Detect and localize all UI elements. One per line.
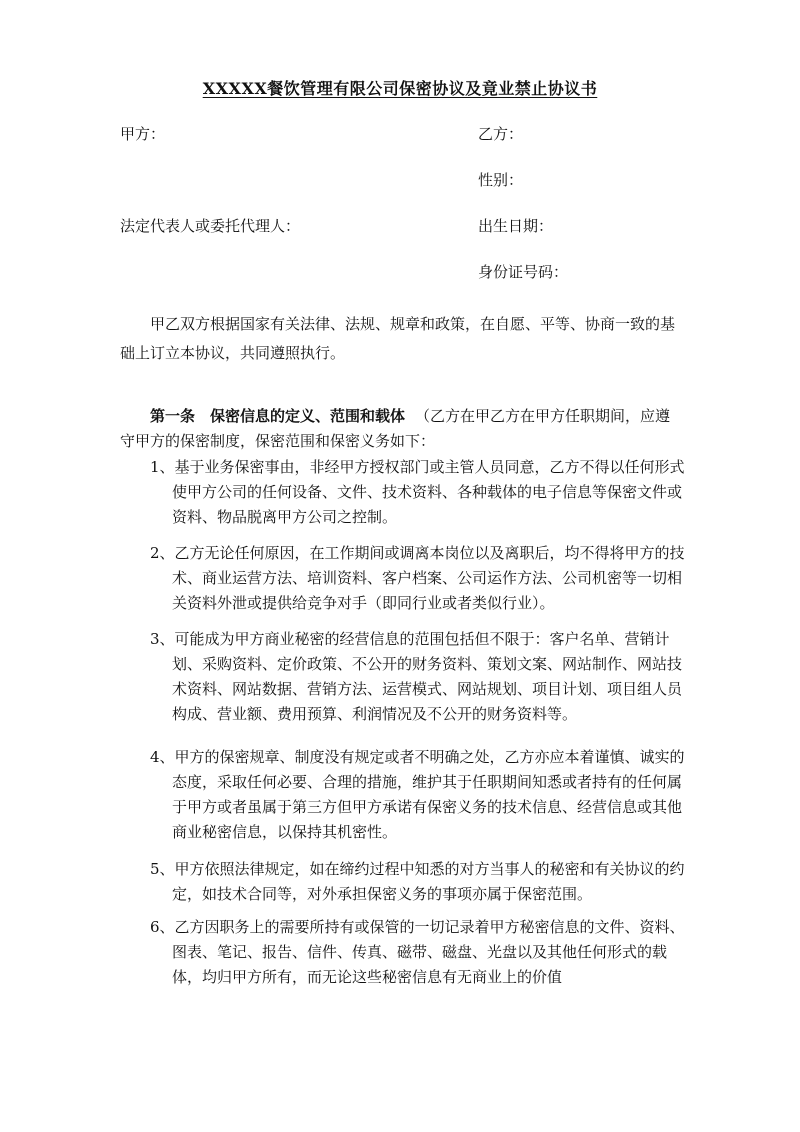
list-item-4: 4、甲方的保密规章、制度没有规定或者不明确之处，乙方亦应本着谨慎、诚实的态度，采取任何必要、合理的措施，维护其于任职期间知悉或者持有的任何属于甲方或者虽属于第三方但甲方承诺有保密义务的技术信息、经营信息或其他商业秘密信息，以保持其机密性。 [150, 748, 685, 841]
list-item-6: 6、乙方因职务上的需要所持有或保管的一切记录着甲方秘密信息的文件、资料、图表、笔记、报告、信件、传真、磁带、磁盘、光盘以及其他任何形式的载体，均归甲方所有，而无论这些秘密信息有无商业上的价值 [150, 918, 685, 986]
list-item-1: 1、基于业务保密事由，非经甲方授权部门或主管人员同意，乙方不得以任何形式使甲方公司的任何设备、文件、技术资料、各种载体的电子信息等保密文件或资料、物品脱离甲方公司之控制。 [150, 458, 685, 526]
party-b-label: 乙方： [478, 125, 524, 143]
document-title: XXXXX餐饮管理有限公司保密协议及竟业禁止协议书 [202, 79, 598, 98]
list-item-2: 2、乙方无论任何原因，在工作期间或调离本岗位以及离职后，均不得将甲方的技术、商业运营方法、培训资料、客户档案、公司运作方法、公司机密等一切相关资料外泄或提供给竞争对手（即同行业或者类似行业）。 [150, 544, 685, 612]
article-1-paragraph [120, 404, 680, 454]
id-number-label: 身份证号码： [478, 263, 569, 281]
article-1-heading: 第一条 保密信息的定义、范围和载体 [150, 407, 406, 425]
gender-label: 性别： [478, 171, 524, 189]
birthdate-label: 出生日期： [478, 217, 554, 235]
list-item-3: 3、可能成为甲方商业秘密的经营信息的范围包括但不限于：客户名单、营销计划、采购资料、定价政策、不公开的财务资料、策划文案、网站制作、网站技术资料、网站数据、营销方法、运营模式、网站规划、项目计划、项目组人员构成、营业额、费用预算、利润情况及不公开的财务资料等。 [150, 630, 683, 723]
party-a-label: 甲方： [120, 125, 166, 143]
article-1-text: （乙方在甲乙方在甲方任职期间，应遵守甲方的保密制度，保密范围和保密义务如下： [120, 407, 671, 450]
legal-rep-label: 法定代表人或委托代理人： [120, 217, 301, 235]
intro-paragraph: 甲乙双方根据国家有关法律、法规、规章和政策，在自愿、平等、协商一致的基础上订立本协议，共同遵照执行。 [120, 315, 676, 362]
list-item-5: 5、甲方依照法律规定，如在缔约过程中知悉的对方当事人的秘密和有关协议的约定，如技术合同等，对外承担保密义务的事项亦属于保密范围。 [150, 860, 685, 903]
